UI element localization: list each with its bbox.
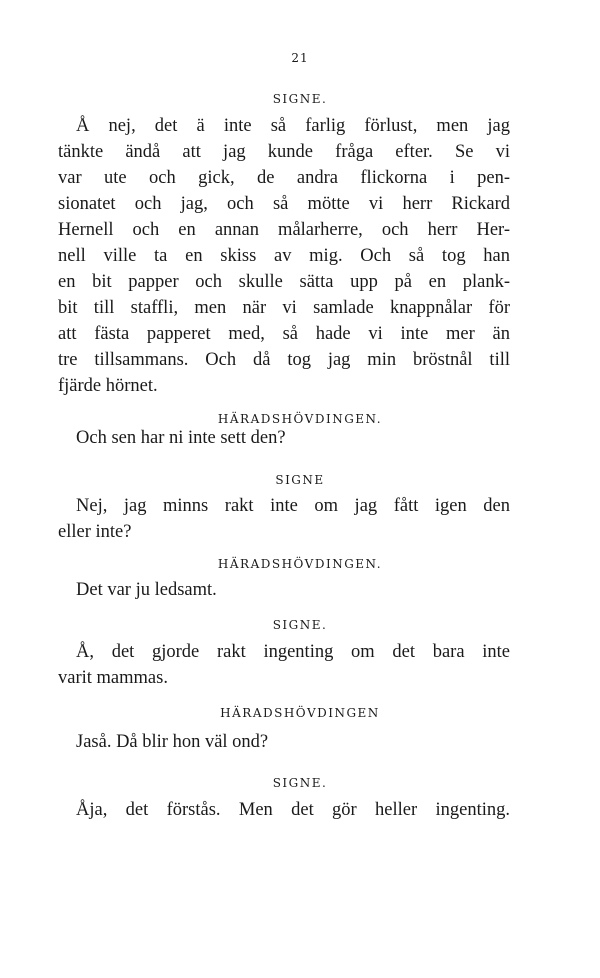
text-line: Hernell och en annan målarherre, och herr Her- bbox=[58, 220, 510, 240]
page-number: 21 bbox=[291, 51, 309, 65]
speaker-name: SIGNE bbox=[275, 473, 325, 487]
text-line: Åja, det förstås. Men det gör heller ingenting. bbox=[76, 800, 510, 820]
speaker-name: HÄRADSHÖVDINGEN. bbox=[217, 412, 383, 426]
speaker-name: HÄRADSHÖVDINGEN bbox=[220, 706, 380, 720]
text-line: att fästa papperet med, så hade vi inte mer än bbox=[58, 324, 510, 344]
text-line: en bit papper och skulle sätta upp på en plank- bbox=[58, 272, 510, 292]
text-line: Jaså. Då blir hon väl ond? bbox=[76, 732, 269, 752]
speaker-name: SIGNE. bbox=[272, 618, 328, 632]
text-line: sionatet och jag, och så mötte vi herr Rickard bbox=[58, 194, 510, 214]
text-line: Nej, jag minns rakt inte om jag fått igen den bbox=[76, 496, 510, 516]
text-line: eller inte? bbox=[58, 522, 132, 542]
speaker-name: HÄRADSHÖVDINGEN. bbox=[217, 557, 383, 571]
text-line: tre tillsammans. Och då tog jag min bröstnål till bbox=[58, 350, 510, 370]
speaker-name: SIGNE. bbox=[272, 92, 328, 106]
speaker-name: SIGNE. bbox=[272, 776, 328, 790]
text-line: tänkte ändå att jag kunde fråga efter. Se vi bbox=[58, 142, 510, 162]
text-line: varit mammas. bbox=[58, 668, 168, 688]
text-line: fjärde hörnet. bbox=[58, 376, 158, 396]
text-line: var ute och gick, de andra flickorna i pen- bbox=[58, 168, 510, 188]
text-line: Å nej, det ä inte så farlig förlust, men jag bbox=[76, 116, 510, 136]
text-line: Det var ju ledsamt. bbox=[76, 580, 217, 600]
text-line: bit till staffli, men när vi samlade knappnålar för bbox=[58, 298, 510, 318]
text-line: nell ville ta en skiss av mig. Och så tog han bbox=[58, 246, 510, 266]
text-line: Och sen har ni inte sett den? bbox=[76, 428, 286, 448]
text-line: Å, det gjorde rakt ingenting om det bara inte bbox=[76, 642, 510, 662]
